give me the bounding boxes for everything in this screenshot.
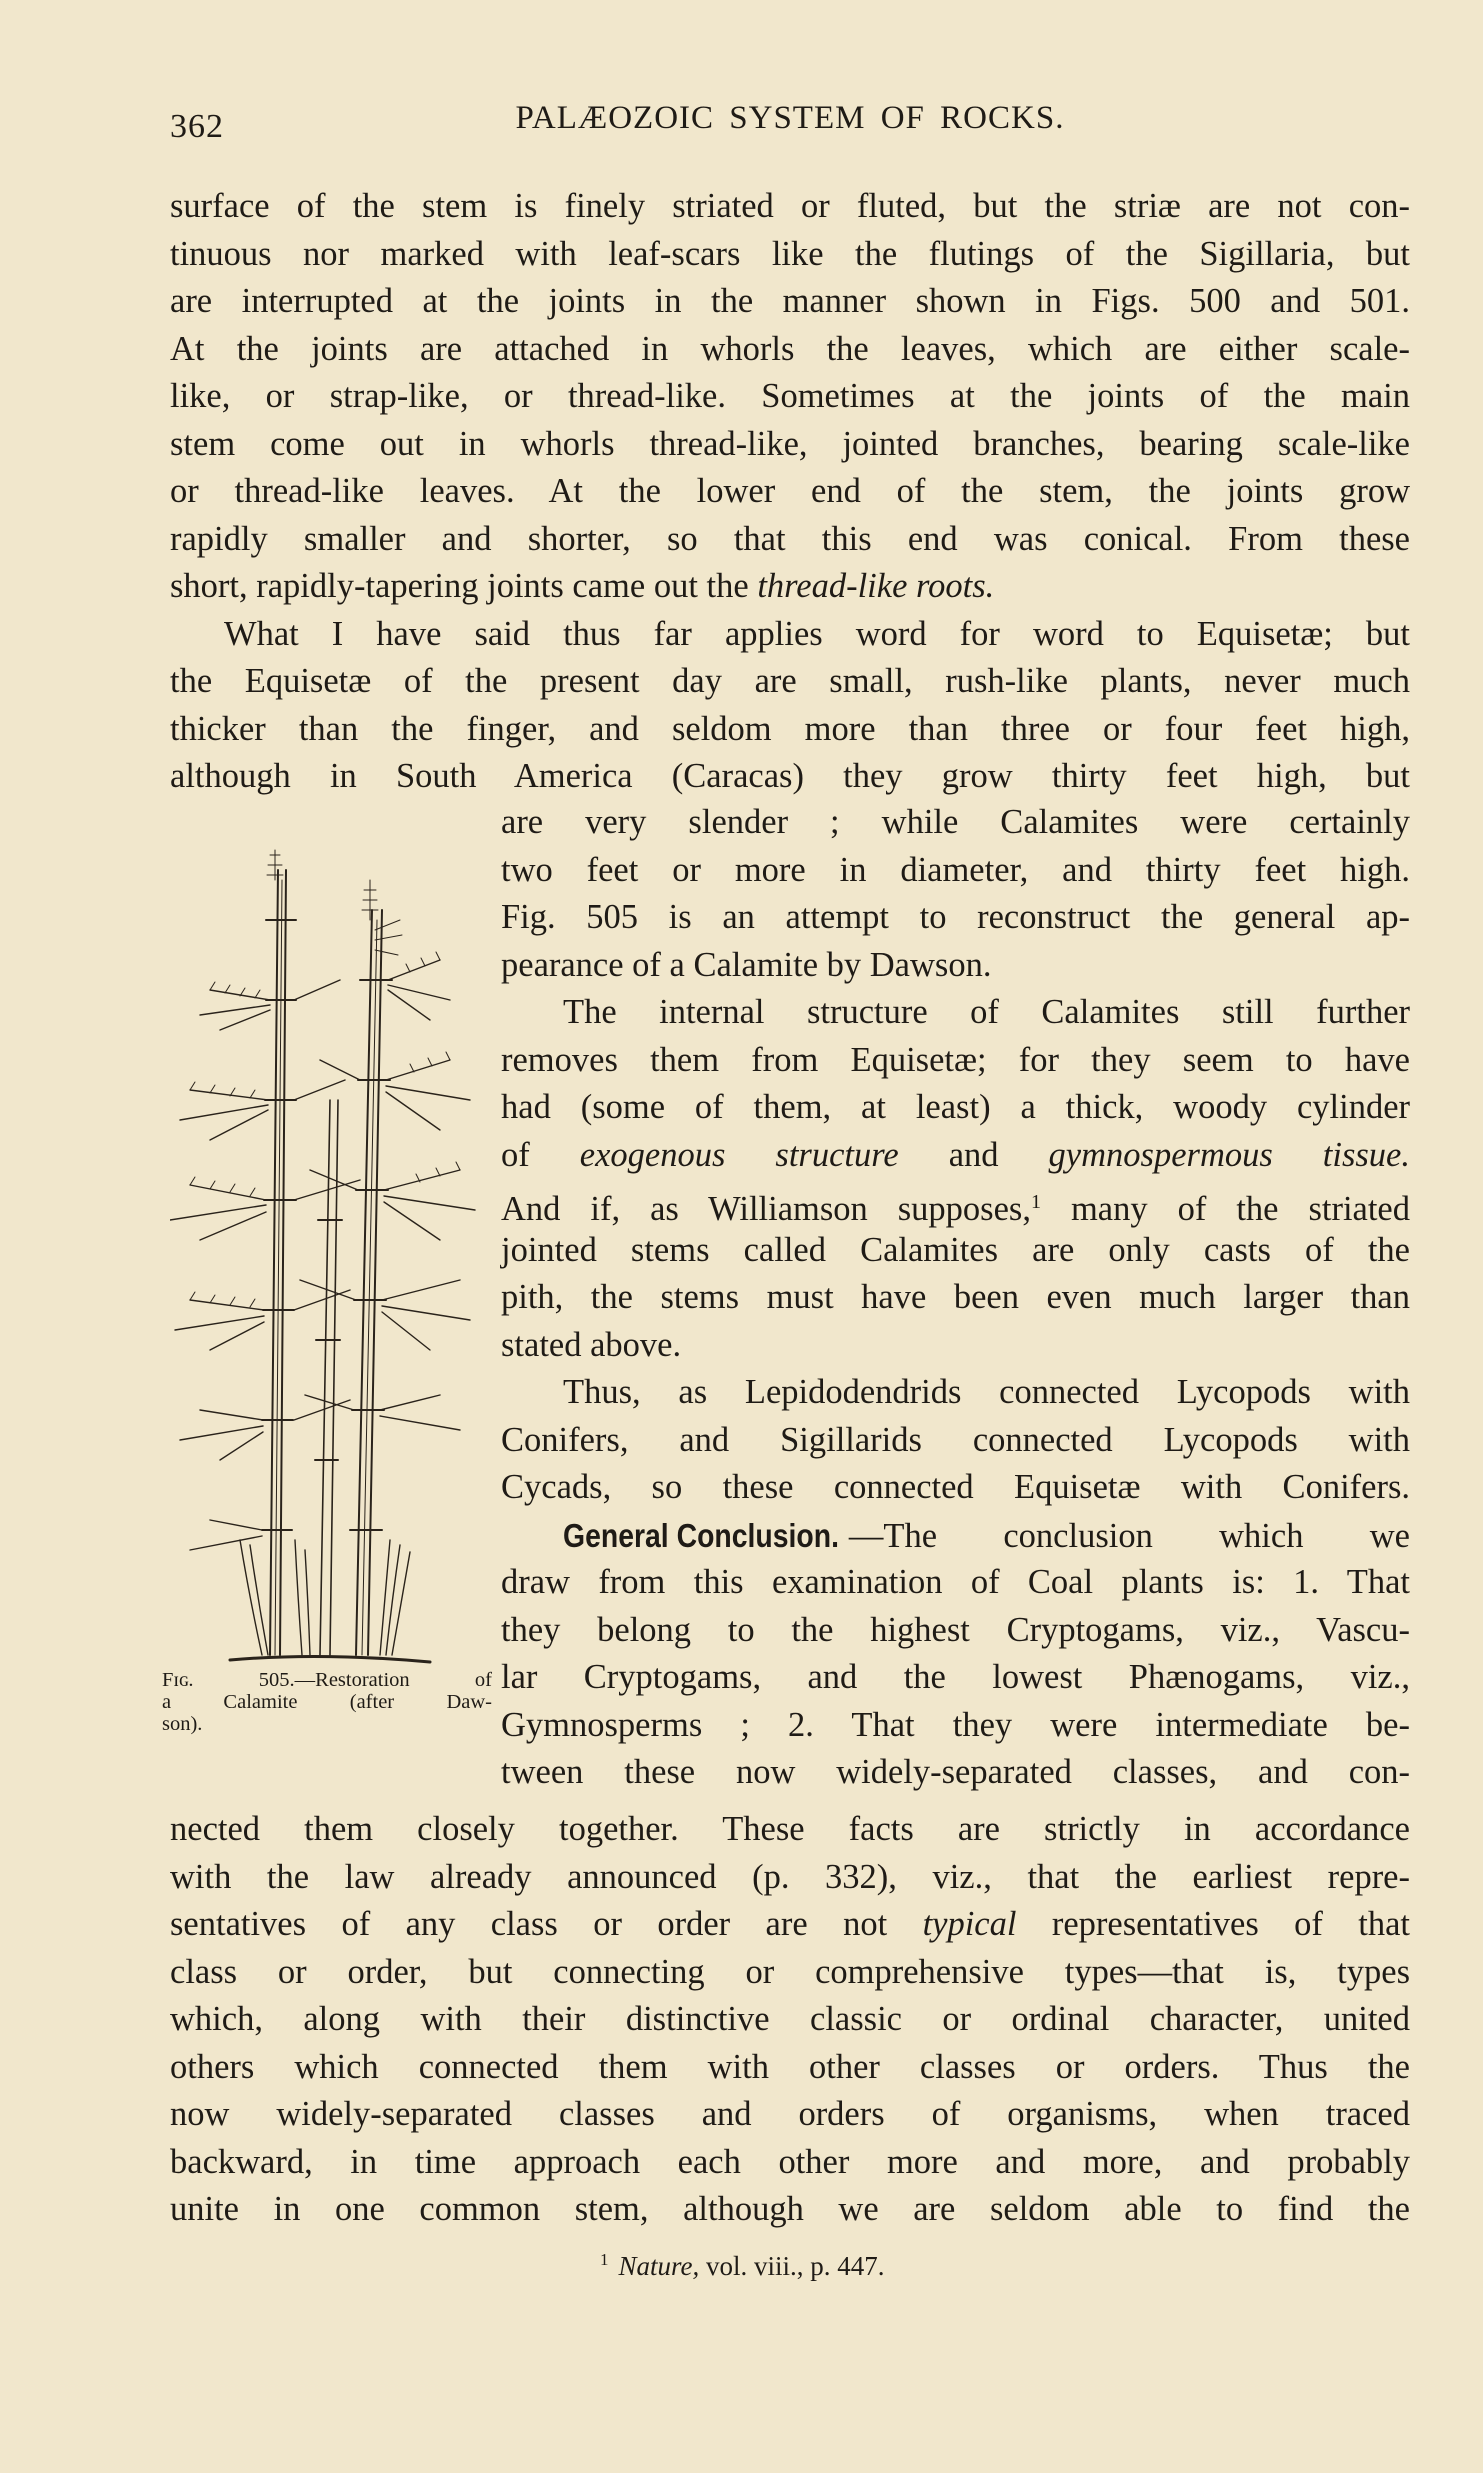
text-line: Thus, as Lepidodendrids connected Lycopods with	[563, 1373, 1410, 1411]
paragraph-bottom	[170, 1806, 1410, 2234]
text-line: unite in one common stem, although we are seldom able to find the	[170, 2190, 1410, 2228]
text-span: many of the striated	[1070, 1190, 1410, 1228]
text-span: And if, as Williamson supposes,	[501, 1190, 1031, 1228]
caption-line: a Calamite (after Daw-	[162, 1691, 492, 1713]
text-line: class or order, but connecting or comprehensive types—that is, types	[170, 1952, 1410, 1991]
text-line: are interrupted at the joints in the manner shown in Figs. 500 and 501.	[170, 282, 1410, 320]
italic-term: thread-like roots.	[757, 567, 995, 605]
text-line: surface of the stem is finely striated or fluted, but the striæ are not con-	[170, 187, 1410, 225]
text-line: two feet or more in diameter, and thirty feet high.	[501, 850, 1410, 889]
text-line: others which connected them with other classes or orders. Thus the	[170, 2047, 1410, 2086]
text-line: Conifers, and Sigillarids connected Lycopods with	[501, 1420, 1410, 1459]
text-line: nected them closely together. These facts are strictly in accordance	[170, 1810, 1410, 1848]
calamite-drawing	[170, 840, 480, 1670]
text-line: pith, the stems must have been even much larger than	[501, 1278, 1410, 1316]
text-line: now widely-separated classes and orders of organisms, when traced	[170, 2095, 1410, 2133]
caption-line: son).	[162, 1713, 203, 1735]
footnote-marker: 1	[600, 2250, 609, 2269]
text-line: or thread-like leaves. At the lower end of the stem, the joints grow	[170, 472, 1410, 510]
text-span: representatives of that	[1051, 1905, 1411, 1943]
text-line: are very slender ; while Calamites were certainly	[501, 803, 1410, 841]
text-line: What I have said thus far applies word for word to Equisetæ; but	[224, 614, 1410, 653]
calamite-illustration	[170, 840, 480, 1670]
text-line: tinuous nor marked with leaf-scars like the flutings of the Sigillaria, but	[170, 234, 1410, 273]
text-line: At the joints are attached in whorls the leaves, which are either scale-	[170, 329, 1410, 368]
paragraph-top	[170, 183, 1410, 801]
text-line: pearance of a Calamite by Dawson.	[501, 945, 992, 984]
caption-line: Fɪɢ. 505.—Restoration of	[162, 1669, 492, 1691]
footnote-citation: vol. viii., p. 447.	[706, 2251, 885, 2281]
text-line: The internal structure of Calamites still further	[563, 993, 1410, 1031]
text-line: which, along with their distinctive classic or ordinal character, united	[170, 2000, 1410, 2038]
text-line: although in South America (Caracas) they grow thirty feet high, but	[170, 757, 1410, 795]
text-line: stated above.	[501, 1325, 682, 1364]
page-number: 362	[170, 108, 224, 145]
page-header	[170, 100, 1410, 150]
footnote-source: Nature,	[618, 2251, 700, 2281]
text-line	[501, 1132, 1410, 1180]
text-span: short, rapidly-tapering joints came out the	[170, 567, 749, 605]
section-heading: General Conclusion.	[563, 1516, 839, 1554]
text-line: stem come out in whorls thread-like, jointed branches, bearing scale-like	[170, 424, 1410, 463]
text-span: sentatives of any class or order are not	[170, 1905, 888, 1943]
text-line: tween these now widely-separated classes, and con-	[501, 1753, 1410, 1791]
text-line: Gymnosperms ; 2. That they were intermediate be-	[501, 1705, 1410, 1744]
text-line: Fig. 505 is an attempt to reconstruct the general ap-	[501, 898, 1410, 936]
text-line: had (some of them, at least) a thick, woody cylinder	[501, 1088, 1410, 1126]
text-span: and	[948, 1135, 999, 1174]
text-line	[501, 1179, 1410, 1227]
text-line: backward, in time approach each other more and more, and probably	[170, 2142, 1410, 2181]
footnote	[600, 2250, 885, 2282]
paragraph-wrapped	[501, 799, 1410, 1797]
text-line: removes them from Equisetæ; for they seem to have	[501, 1040, 1410, 1079]
text-line	[170, 1901, 1410, 1949]
text-line: thicker than the finger, and seldom more than three or four feet high,	[170, 709, 1410, 748]
figure-caption	[162, 1669, 492, 1735]
text-line: draw from this examination of Coal plants is: 1. That	[501, 1563, 1410, 1601]
footnote-reference[interactable]: 1	[1030, 1191, 1041, 1213]
text-line: rapidly smaller and shorter, so that this end was conical. From these	[170, 519, 1410, 558]
running-title: PALÆOZOIC SYSTEM OF ROCKS.	[515, 100, 1065, 136]
text-line	[170, 563, 1410, 611]
text-span: of	[501, 1135, 530, 1174]
text-line	[501, 1512, 1410, 1560]
text-line: lar Cryptogams, and the lowest Phænogams, viz.,	[501, 1658, 1410, 1696]
italic-term: exogenous structure	[579, 1135, 899, 1174]
text-span: —The conclusion which we	[848, 1516, 1410, 1555]
text-line: they belong to the highest Cryptogams, viz., Vascu-	[501, 1610, 1410, 1649]
italic-term: gymnospermous tissue.	[1048, 1135, 1410, 1174]
text-line: with the law already announced (p. 332), viz., that the earliest repre-	[170, 1857, 1410, 1896]
text-line: like, or strap-like, or thread-like. Sometimes at the joints of the main	[170, 377, 1410, 415]
italic-term: typical	[922, 1905, 1017, 1943]
text-line: Cycads, so these connected Equisetæ with Conifers.	[501, 1468, 1410, 1506]
text-line: the Equisetæ of the present day are small, rush-like plants, never much	[170, 662, 1410, 700]
text-line: jointed stems called Calamites are only casts of the	[501, 1230, 1410, 1269]
